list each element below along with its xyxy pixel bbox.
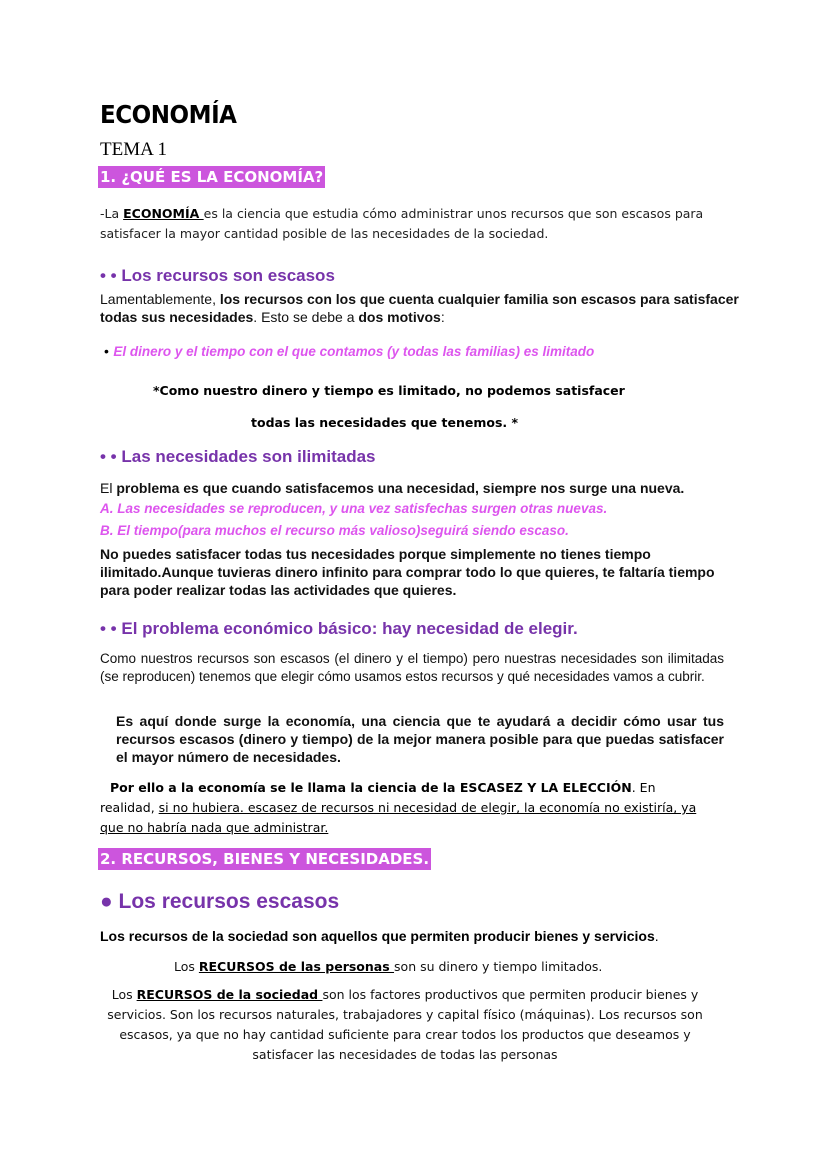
- intro-term: ECONOMÍA: [123, 206, 204, 221]
- section-2-heading-wrap: [98, 850, 431, 869]
- text-segment: Los: [174, 959, 199, 974]
- text-segment-bold: los recursos con los que cuenta cualquier familia son escasos para satisfacer todas sus necesidades: [100, 291, 739, 325]
- recursos-personas-line: [174, 957, 602, 977]
- text-segment: Los: [111, 987, 137, 1002]
- section-1-heading: 1. ¿QUÉ ES LA ECONOMÍA?: [100, 168, 324, 186]
- problema-paragraph-2: Es aquí donde surge la economía, una ciencia que te ayudará a decidir cómo usar tus recursos escasos (dinero y tiempo) de la mejor manera posible para que puedas satisfacer el mayor número de necesidades.: [116, 713, 724, 765]
- subsection-recursos-escasos-2-heading: ● Los recursos escasos: [100, 890, 340, 913]
- recursos-sociedad-lead: [100, 927, 740, 945]
- limited-bullet: [104, 343, 594, 361]
- intro-prefix: -La: [100, 206, 124, 221]
- text-segment-bold: dos motivos: [358, 309, 441, 325]
- text-segment: :: [440, 309, 445, 325]
- text-segment-bold: Los recursos de la sociedad son aquellos que permiten producir bienes y servicios: [100, 928, 655, 944]
- necesidades-conclusion: No puedes satisfacer todas tus necesidades porque simplemente no tienes tiempo ilimitado.Aunque tuvieras dinero infinito para comprar todo lo que quieres, te faltaría tiempo para poder realizar todas las actividades que quieres.: [100, 546, 715, 598]
- quote-line-1: *Como nuestro dinero y tiempo es limitado, no podemos satisfacer: [153, 383, 625, 398]
- subsection-problema-heading: • • El problema económico básico: hay necesidad de elegir.: [100, 619, 578, 638]
- text-segment-term: RECURSOS de las personas: [198, 959, 395, 974]
- recursos-escasos-paragraph: [100, 290, 740, 326]
- problema-paragraph-1: Como nuestros recursos son escasos (el dinero y el tiempo) pero nuestras necesidades son ilimitadas (se reproducen) tenemos que elegir cómo usamos estos recursos y qué necesidades vamos a cubrir.: [100, 651, 724, 684]
- recursos-sociedad-paragraph: [105, 985, 705, 1065]
- necesidades-paragraph: [100, 479, 740, 497]
- section-2-heading: 2. RECURSOS, BIENES Y NECESIDADES.: [100, 850, 430, 868]
- bullet-mark: •: [104, 343, 109, 359]
- text-segment-term: RECURSOS de la sociedad: [136, 987, 323, 1002]
- text-segment: son los factores productivos que permiten producir bienes y servicios. Son los recursos naturales, trabajadores y capital físico (máquinas). Los recursos son escasos, ya que no hay cantidad suficiente para crear todos los productos que deseamos y satisfacer las necesidades de todas las personas: [107, 987, 703, 1062]
- text-segment-underlined: si no hubiera. escasez de recursos ni necesidad de elegir, la economía no existiría, ya que no habría nada que administrar.: [100, 800, 697, 835]
- section-1-heading-wrap: [98, 168, 325, 187]
- text-segment-bold: Por ello a la economía se le llama la ciencia de la ESCASEZ Y LA ELECCIÓN: [110, 780, 632, 795]
- subsection-recursos-escasos-heading: • • Los recursos son escasos: [100, 266, 335, 285]
- text-segment: El: [100, 480, 117, 496]
- text-segment: . Esto se debe a: [253, 309, 359, 325]
- item-b: B. El tiempo(para muchos el recurso más valioso)seguirá siendo escaso.: [100, 523, 569, 538]
- subsection-necesidades-heading: • • Las necesidades son ilimitadas: [100, 447, 376, 466]
- page-title: ECONOMÍA: [100, 100, 237, 129]
- section-1-intro: [100, 204, 720, 244]
- text-segment: Lamentablemente,: [100, 291, 220, 307]
- quote-line-2: todas las necesidades que tenemos. *: [251, 415, 519, 430]
- text-segment: . En realidad,: [100, 780, 656, 815]
- escasez-eleccion-paragraph: [100, 778, 700, 838]
- text-segment: .: [654, 928, 659, 944]
- page-subtitle: TEMA 1: [100, 139, 168, 160]
- intro-rest: es la ciencia que estudia cómo administrar unos recursos que son escasos para satisfacer la mayor cantidad posible de las necesidades de la sociedad.: [100, 206, 704, 241]
- text-segment: son su dinero y tiempo limitados.: [394, 959, 603, 974]
- item-a: A. Las necesidades se reproducen, y una vez satisfechas surgen otras nuevas.: [100, 501, 608, 516]
- bullet-text: El dinero y el tiempo con el que contamos (y todas las familias) es limitado: [113, 344, 595, 359]
- text-segment-bold: problema es que cuando satisfacemos una necesidad, siempre nos surge una nueva.: [116, 480, 685, 496]
